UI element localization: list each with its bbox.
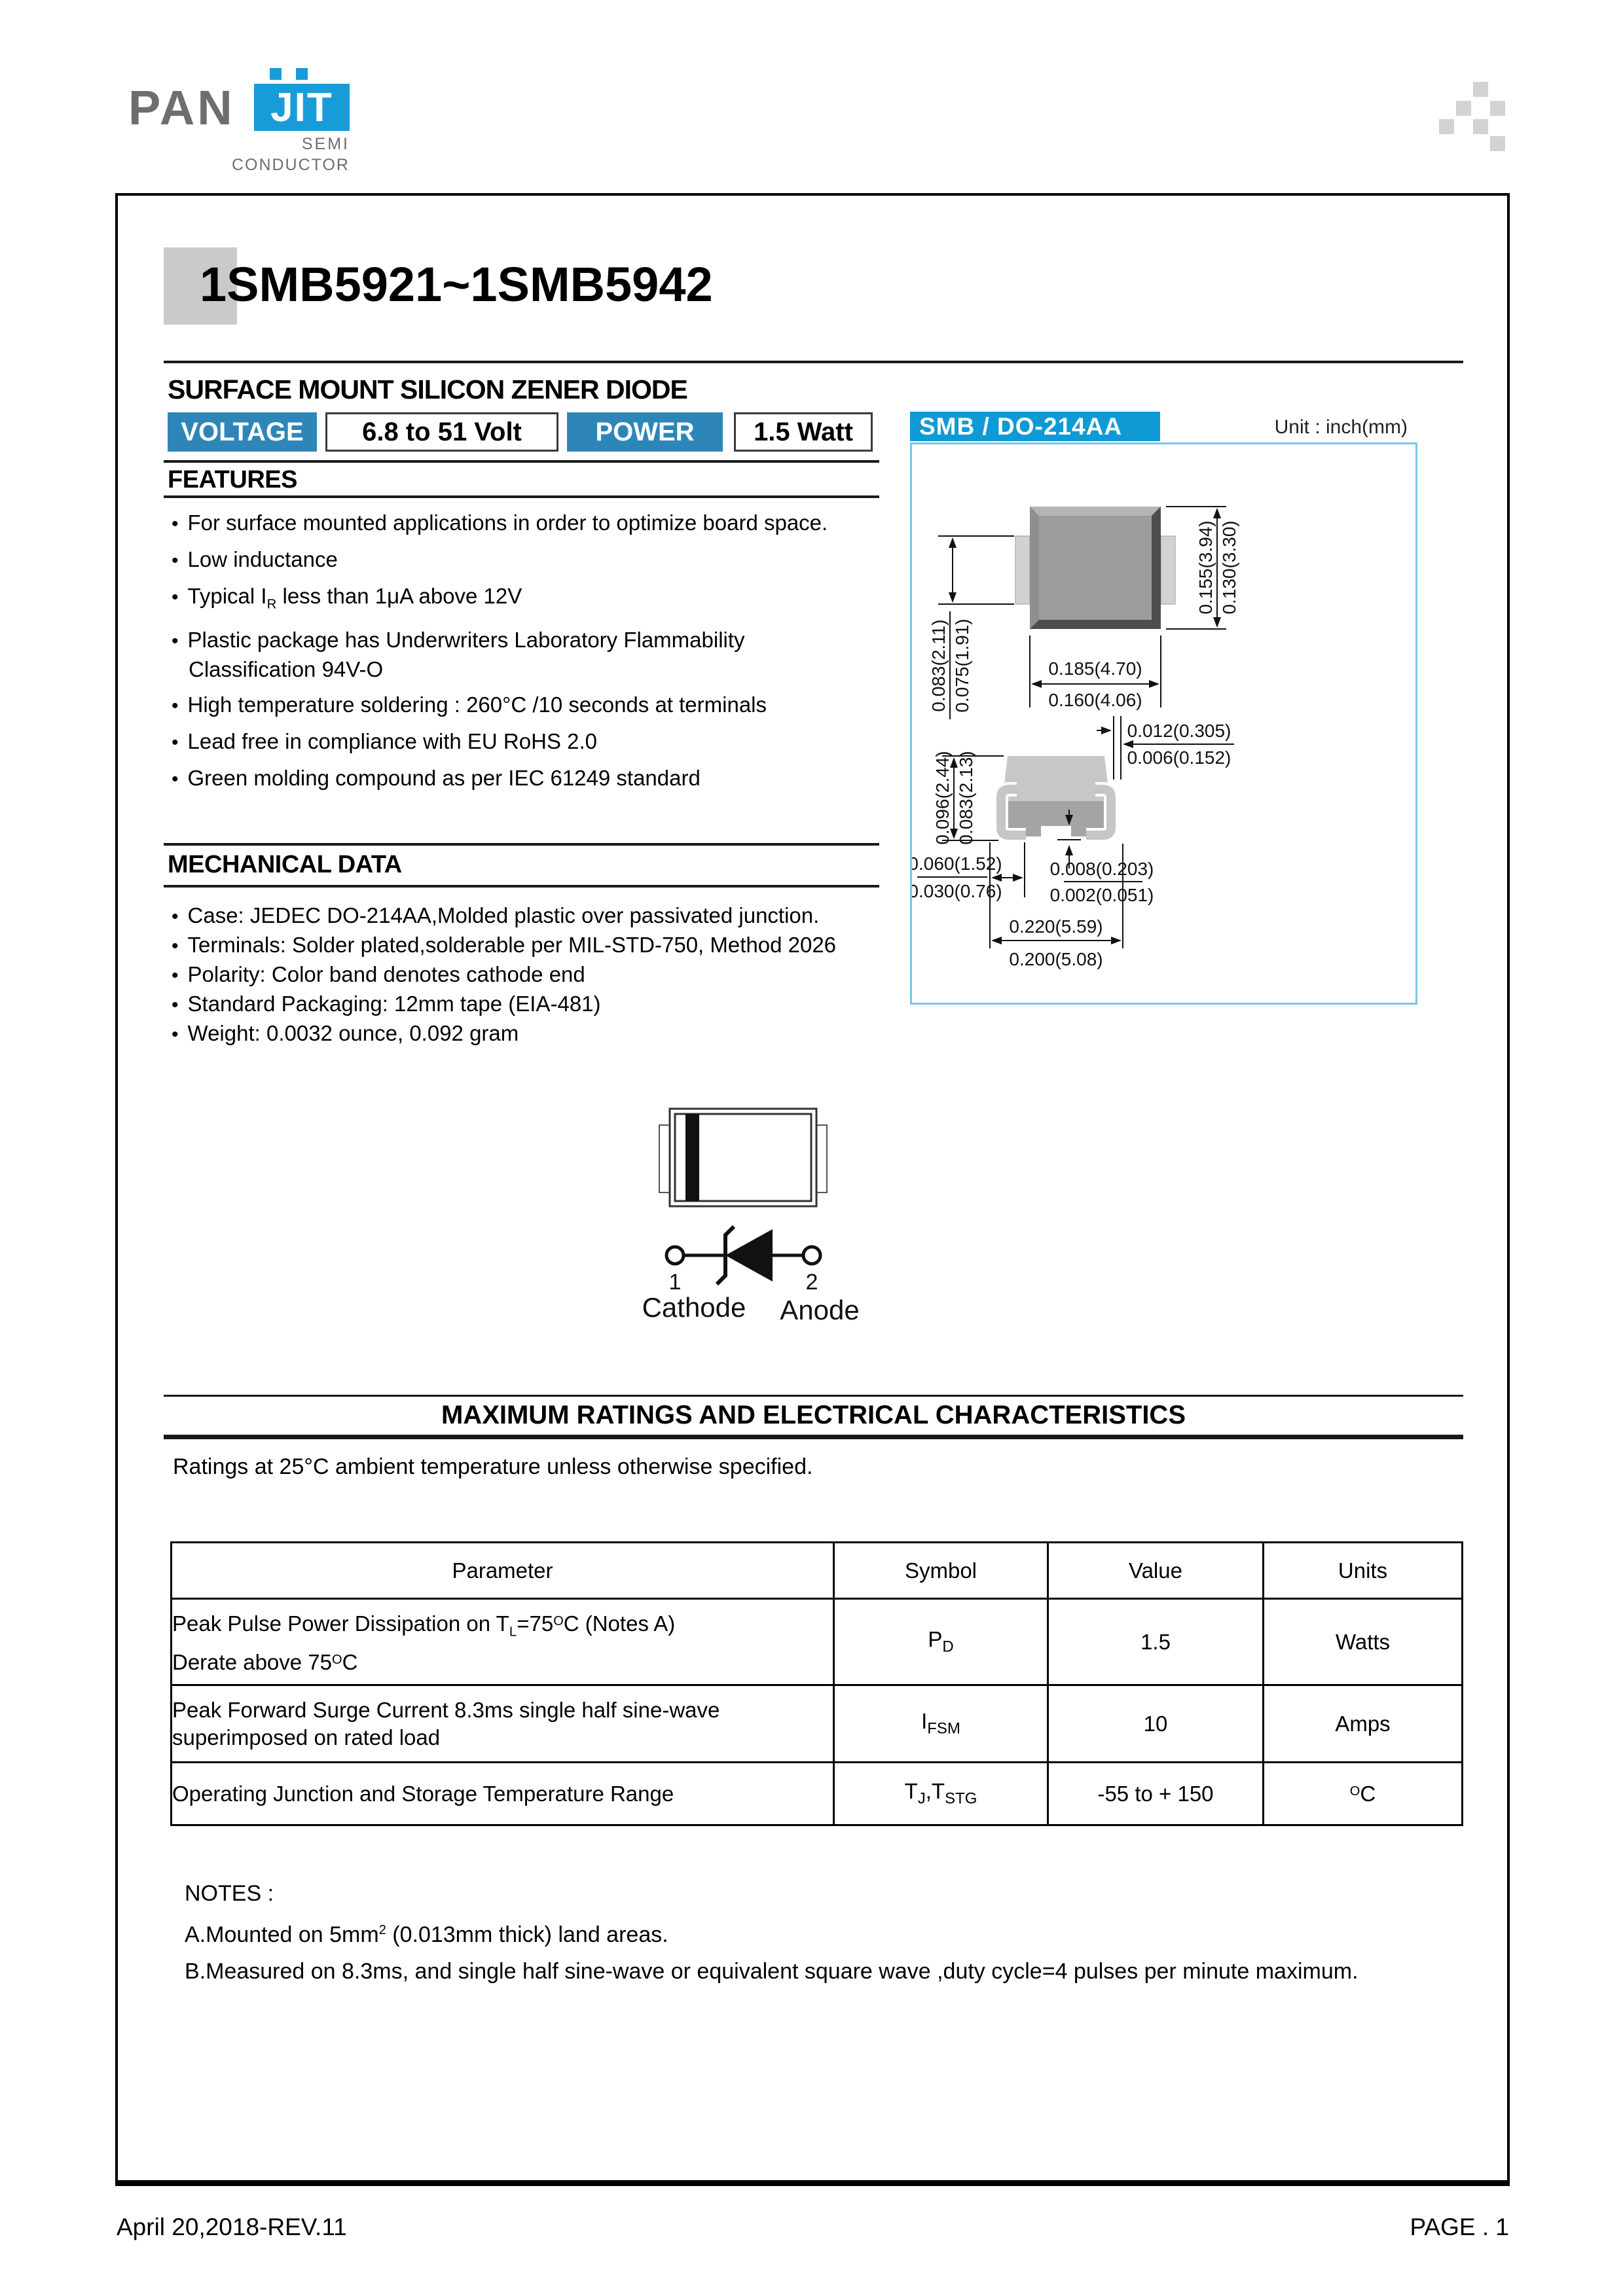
feature-item: • High temperature soldering : 260°C /10 seconds at terminals [172, 694, 879, 717]
side-view-body-top [1002, 756, 1110, 801]
column-header: Units [1264, 1543, 1463, 1599]
dim-label: 0.083(2.11) [928, 619, 949, 712]
footer-page-number: PAGE . 1 [1410, 2214, 1509, 2240]
feature-item: • Plastic package has Underwriters Laboratory Flammability Classification 94V-O [172, 629, 879, 681]
pin2-number: 2 [805, 1270, 818, 1295]
dim-label: 0.200(5.08) [1009, 949, 1103, 969]
mechanical-item: • Polarity: Color band denotes cathode end [172, 963, 892, 987]
dim-label: 0.096(2.44) [932, 751, 953, 845]
table-row [172, 1763, 1463, 1825]
ratings-table [170, 1541, 1463, 1826]
power-badge: POWER [567, 412, 723, 452]
pin2-terminal [803, 1247, 820, 1264]
dim-label: 0.002(0.051) [1049, 885, 1154, 905]
pin1-number: 1 [668, 1270, 682, 1295]
symbol-cell: $P_D$ [834, 1599, 1048, 1685]
pin1-terminal [666, 1247, 684, 1264]
body-bevel [1152, 507, 1161, 629]
symbol-cell: $T_J,T_{STG}$ [834, 1763, 1048, 1825]
cathode-label: Cathode [642, 1292, 746, 1323]
ratings-heading: MAXIMUM RATINGS AND ELECTRICAL CHARACTERISTICS [441, 1401, 1186, 1429]
voltage-badge: VOLTAGE [168, 412, 317, 452]
ratings-condition: Ratings at 25°C ambient temperature unless otherwise specified. [173, 1454, 813, 1479]
feature-item: • Low inductance [172, 548, 879, 572]
pixel-square-icon [1490, 101, 1505, 116]
units-cell: $^O$C [1264, 1763, 1463, 1825]
power-value-box: 1.5 Watt [734, 412, 873, 452]
dim-label: 0.030(0.76) [912, 881, 1002, 901]
notes-heading: NOTES : [185, 1881, 274, 1906]
units-cell: Amps [1264, 1685, 1463, 1763]
body-bevel [1030, 507, 1039, 629]
logo-semi-text: SEMI [301, 135, 350, 153]
polarity-diagram-svg [642, 1106, 890, 1342]
polarity-diagram [642, 1106, 890, 1342]
value-cell: 1.5 [1048, 1599, 1264, 1685]
column-header: Value [1048, 1543, 1264, 1599]
features-list [172, 512, 879, 804]
top-view-left-tab [1015, 536, 1030, 604]
column-header: Parameter [172, 1543, 834, 1599]
pixel-square-icon [1490, 136, 1505, 151]
dim-label: 0.006(0.152) [1127, 747, 1231, 768]
parameter-cell: Peak Pulse Power Dissipation on $T_L=75^OC$ (Notes A) Derate above $75^OC$ [172, 1599, 834, 1685]
anode-label: Anode [780, 1295, 860, 1325]
footer-revision: April 20,2018-REV.11 [117, 2214, 347, 2240]
diode-triangle [725, 1229, 773, 1282]
mechanical-item: • Weight: 0.0032 ounce, 0.092 gram [172, 1022, 892, 1046]
parameter-cell: Operating Junction and Storage Temperature Range [172, 1763, 834, 1825]
mechanical-item: • Standard Packaging: 12mm tape (EIA-481) [172, 993, 892, 1016]
notes-section [185, 1882, 1461, 1997]
dim-label: 0.012(0.305) [1127, 721, 1231, 741]
mechanical-list [172, 905, 892, 1052]
value-cell: 10 [1048, 1685, 1264, 1763]
table-row [172, 1685, 1463, 1763]
pixel-square-icon [1473, 119, 1488, 134]
logo-pan-text: PAN [128, 81, 235, 135]
feature-item: • Lead free in compliance with EU RoHS 2.0 [172, 730, 879, 754]
dim-label: 0.075(1.91) [952, 619, 972, 713]
top-view-right-tab [1161, 536, 1175, 604]
pixel-square-icon [1473, 82, 1488, 97]
divider [164, 460, 879, 463]
logo-dot-icon [270, 68, 282, 80]
units-cell: Watts [1264, 1599, 1463, 1685]
body-bevel [1030, 507, 1161, 516]
parameter-cell: Peak Forward Surge Current 8.3ms single half sine-wave superimposed on rated load [172, 1685, 834, 1763]
divider [164, 885, 879, 888]
features-heading: FEATURES [168, 466, 297, 493]
package-name-band: SMB / DO-214AA [910, 412, 1160, 441]
feature-item: • For surface mounted applications in order to optimize board space. [172, 512, 879, 535]
package-drawing-box [910, 442, 1417, 1005]
divider [164, 843, 879, 846]
dim-label: 0.185(4.70) [1048, 658, 1142, 679]
dim-label: 0.008(0.203) [1049, 859, 1154, 879]
subtitle: SURFACE MOUNT SILICON ZENER DIODE [168, 374, 687, 404]
unit-note: Unit : inch(mm) [1274, 416, 1408, 438]
table-header-row [172, 1543, 1463, 1599]
package-dimension-drawing [912, 444, 1415, 1003]
symbol-cell: $I_{FSM}$ [834, 1685, 1048, 1763]
logo-conductor-text: CONDUCTOR [231, 156, 350, 174]
dim-label: 0.220(5.59) [1009, 916, 1103, 937]
divider [164, 361, 1463, 363]
dim-label: 0.060(1.52) [912, 853, 1002, 874]
package-right-tab [816, 1125, 827, 1193]
mechanical-item: • Case: JEDEC DO-214AA,Molded plastic over passivated junction. [172, 905, 892, 928]
value-cell: -55 to + 150 [1048, 1763, 1264, 1825]
table-row [172, 1599, 1463, 1685]
pixel-square-icon [1456, 101, 1471, 116]
pixel-decoration [1439, 82, 1511, 157]
feature-item-continuation: Classification 94V-O [189, 656, 384, 681]
body-bevel [1030, 620, 1161, 629]
note-b: B.Measured on 8.3ms, and single half sine-wave or equivalent square wave ,duty cycle=4 pulses per minute maximum. [185, 1959, 1359, 1984]
pixel-square-icon [1439, 119, 1454, 134]
column-header: Symbol [834, 1543, 1048, 1599]
divider [164, 495, 879, 498]
dim-label: 0.160(4.06) [1048, 690, 1142, 710]
note-a: A.Mounted on $5mm^2$ (0.013mm thick) land areas. [185, 1922, 668, 1947]
logo-jit-box: JIT [254, 84, 350, 131]
dim-label: 0.130(3.30) [1219, 520, 1239, 615]
page-title: 1SMB5921~1SMB5942 [200, 257, 713, 312]
divider-heavy [164, 1435, 1463, 1439]
feature-item: • Green molding compound as per IEC 61249 standard [172, 767, 879, 791]
feature-item: • Typical $I_R$ less than 1μA above 12V [172, 585, 879, 616]
mechanical-item: • Terminals: Solder plated,solderable per MIL-STD-750, Method 2026 [172, 934, 892, 958]
logo-dot-icon [296, 68, 308, 80]
voltage-value-box: 6.8 to 51 Volt [325, 412, 558, 452]
body-face [1039, 516, 1152, 620]
dim-label: 0.083(2.13) [956, 751, 976, 845]
divider [164, 1395, 1463, 1397]
mechanical-heading: MECHANICAL DATA [168, 851, 402, 878]
package-left-tab [659, 1125, 670, 1193]
cathode-band [685, 1114, 699, 1201]
dim-label: 0.155(3.94) [1195, 520, 1216, 615]
